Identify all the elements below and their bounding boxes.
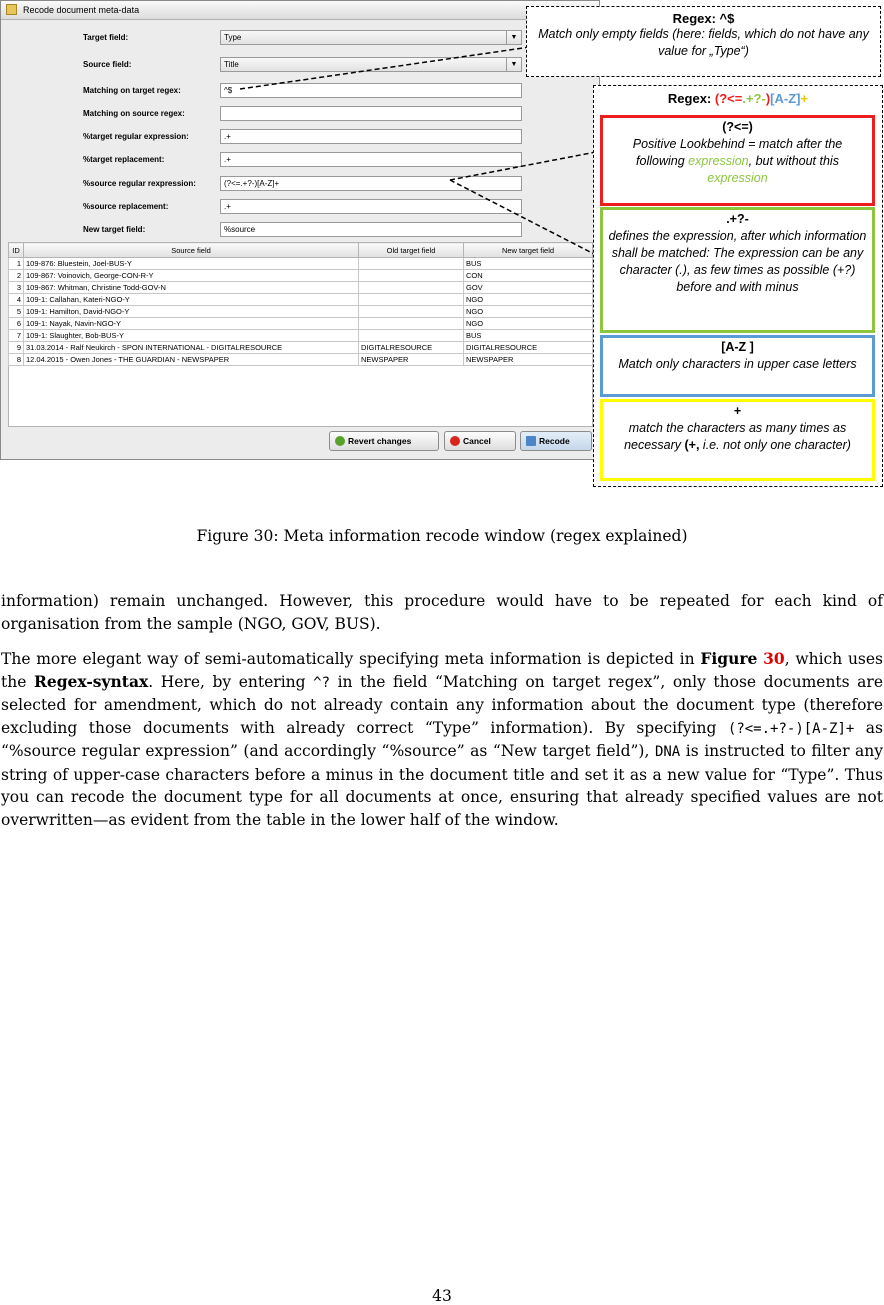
label-target-replacement: %target replacement:	[83, 155, 165, 164]
target-field-value: Type	[224, 33, 242, 42]
cancel-label: Cancel	[463, 436, 491, 446]
figure-caption: Figure 30: Meta information recode window (regex explained)	[196, 527, 688, 545]
box-lookbehind-head: (?<=)	[722, 120, 753, 134]
p2-code-1: ^?	[313, 674, 331, 691]
cell-source: 31.03.2014 - Ralf Neukirch - SPON INTERNATIONAL - DIGITALRESOURCE	[24, 342, 359, 354]
box-plus-text-c: i.e. not only one character)	[699, 438, 851, 452]
cell-id: 2	[9, 270, 24, 282]
cell-id: 8	[9, 354, 24, 366]
source-replacement-input[interactable]: .+	[220, 199, 522, 214]
cell-new-target: NEWSPAPER	[464, 354, 593, 366]
col-header-new-target[interactable]: New target field	[464, 243, 593, 258]
cell-new-target: DIGITALRESOURCE	[464, 342, 593, 354]
box-char-class	[600, 335, 875, 397]
cell-source: 109-867: Whitman, Christine Todd-GOV-N	[24, 282, 359, 294]
p2-code-3: DNA	[654, 744, 681, 760]
cell-new-target: NGO	[464, 294, 593, 306]
p2-text-c: . Here, by entering	[148, 672, 314, 691]
cell-id: 1	[9, 258, 24, 270]
p2-text-e: as “%source regular expression” (and accordingly “%source” as “New target field”),	[1, 718, 884, 760]
label-target-regexp: %target regular expression:	[83, 132, 189, 141]
cell-id: 4	[9, 294, 24, 306]
p2-text-a: The more elegant way of semi-automatically specifying meta information is depicted in	[1, 650, 701, 668]
col-header-id[interactable]: ID	[9, 243, 24, 258]
label-matching-target: Matching on target regex:	[83, 86, 181, 95]
paragraph-1: information) remain unchanged. However, this procedure would have to be repeated for each kind of organisation from the sample (NGO, GOV, BUS).	[1, 592, 883, 633]
cell-source: 109-1: Slaughter, Bob-BUS-Y	[24, 330, 359, 342]
box-char-class-head: [A-Z ]	[721, 340, 754, 354]
title-prefix: Regex:	[667, 91, 715, 106]
cell-old-target: NEWSPAPER	[359, 354, 464, 366]
p2-figure-ref[interactable]: 30	[763, 649, 785, 668]
box-lookbehind-text-b: , but without this	[748, 154, 839, 168]
box-lookbehind-text-a: Positive Lookbehind = match after the following	[632, 137, 843, 168]
box-plus-text-a: match the characters as many times as necessary	[624, 421, 847, 452]
title-part-expression: .+?-	[742, 91, 766, 106]
chevron-down-icon[interactable]: ▼	[506, 58, 521, 71]
cell-new-target: CON	[464, 270, 593, 282]
cell-new-target: NGO	[464, 318, 593, 330]
paragraph-2	[1, 648, 883, 831]
callout-main-title	[594, 91, 882, 106]
label-source-field: Source field:	[83, 60, 132, 69]
box-expression	[600, 207, 875, 333]
box-char-class-text: Match only characters in upper case letters	[618, 357, 857, 371]
cell-id: 5	[9, 306, 24, 318]
title-part-lookbehind: (?<=	[714, 91, 743, 106]
box-lookbehind	[600, 115, 875, 206]
cell-old-target: DIGITALRESOURCE	[359, 342, 464, 354]
source-field-value: Title	[224, 60, 239, 69]
callout-empty-title: Regex: ^$	[672, 11, 735, 26]
cell-id: 7	[9, 330, 24, 342]
box-plus-head: +	[733, 404, 742, 418]
p2-text-f: is instructed to filter any string of upper-case characters before a minus in the document title and set it as a new value for “Type”. Thus you can recode the document type for all documents at once, ensuring that already specified values are not overwritten—as evident from the table in the lower half of the window.	[1, 742, 883, 829]
cell-source: 109-1: Hamilton, David-NGO-Y	[24, 306, 359, 318]
cell-id: 6	[9, 318, 24, 330]
box-plus-text-b: (+,	[684, 438, 700, 452]
cell-source: 109-876: Bluestein, Joel-BUS-Y	[24, 258, 359, 270]
p2-text-b: , which uses the	[1, 650, 884, 691]
new-target-input[interactable]: %source	[220, 222, 522, 237]
label-target-field: Target field:	[83, 33, 129, 42]
cell-id: 3	[9, 282, 24, 294]
recode-label: Recode	[539, 436, 570, 446]
title-part-plus: +	[800, 91, 809, 106]
chevron-down-icon[interactable]: ▼	[506, 31, 521, 44]
label-source-replacement: %source replacement:	[83, 202, 169, 211]
cell-id: 9	[9, 342, 24, 354]
cell-new-target: BUS	[464, 330, 593, 342]
cell-new-target: BUS	[464, 258, 593, 270]
cell-new-target: NGO	[464, 306, 593, 318]
col-header-source[interactable]: Source field	[24, 243, 359, 258]
title-part-close: )	[765, 91, 771, 106]
window-title: Recode document meta-data	[23, 5, 140, 15]
target-replacement-input[interactable]: .+	[220, 152, 522, 167]
p2-regex-word: Regex-syntax	[33, 671, 149, 691]
p2-text-d: in the field “Matching on target regex”, only those documents are selected for amendment, which do not already contain any information about the document type (therefore excluding those documents with already correct “Type” information). By specifying	[1, 672, 884, 737]
callout-empty-text: Match only empty fields (here: fields, which do not have any value for „Type“)	[538, 27, 869, 58]
cell-source: 12.04.2015 - Owen Jones - THE GUARDIAN - NEWSPAPER	[24, 354, 359, 366]
revert-label: Revert changes	[348, 436, 412, 446]
title-part-class: [A-Z]	[770, 91, 801, 106]
source-regexp-input[interactable]: (?<=.+?-)[A-Z]+	[220, 176, 522, 191]
box-expression-head: .+?-	[726, 212, 749, 226]
target-regexp-input[interactable]: .+	[220, 129, 522, 144]
cell-source: 109-1: Nayak, Navin-NGO-Y	[24, 318, 359, 330]
label-new-target: New target field:	[83, 225, 146, 234]
connector-line-mid	[450, 152, 596, 180]
cell-source: 109-867: Voinovich, George-CON-R-Y	[24, 270, 359, 282]
box-lookbehind-expr-2: expression	[707, 171, 768, 185]
connector-line-low	[450, 180, 596, 255]
p2-figure-word: Figure	[700, 649, 758, 668]
box-plus	[600, 399, 875, 481]
callout-empty-regex	[526, 6, 881, 77]
box-expression-text: defines the expression, after which information shall be matched: The expression can be any character (.), as few times as possible (+?) before and with minus	[608, 229, 867, 294]
matching-target-input[interactable]: ^$	[220, 83, 522, 98]
cell-new-target: GOV	[464, 282, 593, 294]
label-matching-source: Matching on source regex:	[83, 109, 185, 118]
p2-code-2: (?<=.+?-)[A-Z]+	[727, 720, 855, 737]
page-number: 43	[432, 1287, 452, 1305]
box-lookbehind-expr-1: expression	[688, 154, 749, 168]
connector-line-top	[240, 47, 530, 89]
col-header-old-target[interactable]: Old target field	[359, 243, 464, 258]
cell-source: 109-1: Callahan, Kateri-NGO-Y	[24, 294, 359, 306]
label-source-regexp: %source regular rexpression:	[83, 179, 196, 188]
callout-lookbehind-regex	[593, 85, 883, 487]
